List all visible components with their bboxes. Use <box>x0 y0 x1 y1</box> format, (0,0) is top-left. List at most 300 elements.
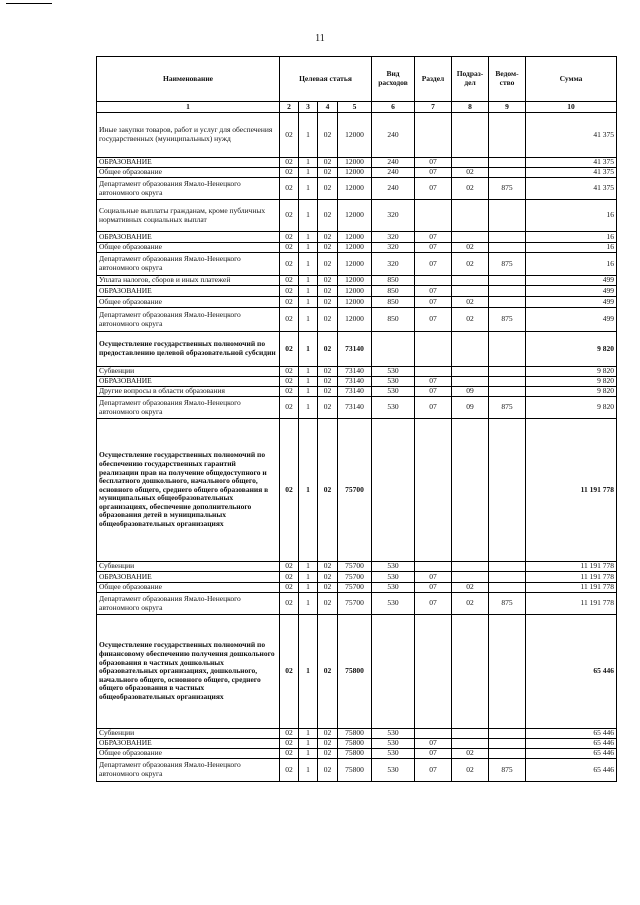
row-code-program: 02 <box>280 572 299 583</box>
header-sum: Сумма <box>526 57 617 102</box>
row-code-subprogram: 1 <box>299 729 318 739</box>
row-subsection: 02 <box>452 583 489 593</box>
row-code-main-activity: 02 <box>318 253 338 276</box>
row-department <box>489 276 526 286</box>
row-section: 07 <box>415 178 452 200</box>
col-number: 1 <box>97 102 280 113</box>
row-expense-type: 320 <box>372 232 415 243</box>
row-name: Департамент образования Ямало-Ненецкого автономного округа <box>97 397 280 419</box>
row-code-direction: 12000 <box>338 113 372 158</box>
row-subsection: 02 <box>452 759 489 782</box>
row-expense-type <box>372 332 415 367</box>
row-section: 07 <box>415 572 452 583</box>
table-row <box>97 200 617 232</box>
row-subsection: 09 <box>452 397 489 419</box>
row-code-program: 02 <box>280 253 299 276</box>
row-expense-type: 240 <box>372 158 415 168</box>
row-department <box>489 158 526 168</box>
row-code-subprogram: 1 <box>299 377 318 387</box>
row-code-subprogram: 1 <box>299 178 318 200</box>
row-code-program: 02 <box>280 387 299 397</box>
table-row <box>97 749 617 759</box>
row-name: ОБРАЗОВАНИЕ <box>97 572 280 583</box>
row-code-main-activity: 02 <box>318 397 338 419</box>
row-name: Осуществление государственных полномочий по обеспечению государственных гарантий реализации прав на получение общедоступного и бесплатного дошкольного, начального общего, основного общего, среднего общего образования в муниципальных общеобразовательных организациях, обеспечение дополнительного образования детей в муниципальных общеобразовательных организациях <box>97 419 280 562</box>
row-code-direction: 75700 <box>338 583 372 593</box>
row-section <box>415 729 452 739</box>
row-code-subprogram: 1 <box>299 593 318 615</box>
row-department: 875 <box>489 759 526 782</box>
table-row <box>97 232 617 243</box>
row-code-main-activity: 02 <box>318 232 338 243</box>
row-subsection <box>452 562 489 572</box>
row-expense-type: 240 <box>372 113 415 158</box>
header-row <box>97 57 617 102</box>
row-code-main-activity: 02 <box>318 572 338 583</box>
row-sum: 499 <box>526 308 617 332</box>
row-expense-type: 850 <box>372 308 415 332</box>
row-code-main-activity: 02 <box>318 308 338 332</box>
row-section <box>415 200 452 232</box>
table-row <box>97 387 617 397</box>
row-department <box>489 583 526 593</box>
row-sum: 65 446 <box>526 739 617 749</box>
row-code-main-activity: 02 <box>318 200 338 232</box>
row-expense-type <box>372 615 415 729</box>
row-sum: 65 446 <box>526 759 617 782</box>
col-number: 7 <box>415 102 452 113</box>
row-subsection <box>452 276 489 286</box>
row-subsection <box>452 286 489 297</box>
row-code-program: 02 <box>280 200 299 232</box>
row-sum: 9 820 <box>526 367 617 377</box>
row-code-subprogram: 1 <box>299 387 318 397</box>
row-code-subprogram: 1 <box>299 749 318 759</box>
row-department: 875 <box>489 178 526 200</box>
row-code-direction: 75700 <box>338 562 372 572</box>
row-code-main-activity: 02 <box>318 377 338 387</box>
row-code-program: 02 <box>280 276 299 286</box>
table-row <box>97 308 617 332</box>
col-number: 8 <box>452 102 489 113</box>
row-department <box>489 739 526 749</box>
row-section <box>415 615 452 729</box>
row-subsection <box>452 200 489 232</box>
row-sum: 9 820 <box>526 387 617 397</box>
header-subsection: Подраз-дел <box>452 57 489 102</box>
row-department <box>489 367 526 377</box>
table-row <box>97 168 617 178</box>
row-code-program: 02 <box>280 419 299 562</box>
row-department <box>489 729 526 739</box>
row-subsection <box>452 729 489 739</box>
table-row <box>97 572 617 583</box>
table-row <box>97 332 617 367</box>
row-section <box>415 332 452 367</box>
row-subsection <box>452 739 489 749</box>
row-code-main-activity: 02 <box>318 297 338 308</box>
row-code-subprogram: 1 <box>299 158 318 168</box>
row-expense-type: 530 <box>372 759 415 782</box>
table-row <box>97 243 617 253</box>
row-sum: 11 191 778 <box>526 419 617 562</box>
row-section: 07 <box>415 749 452 759</box>
row-code-main-activity: 02 <box>318 593 338 615</box>
row-name: Иные закупки товаров, работ и услуг для обеспечения государственных (муниципальных) нужд <box>97 113 280 158</box>
table-row <box>97 253 617 276</box>
row-code-subprogram: 1 <box>299 200 318 232</box>
row-sum: 65 446 <box>526 749 617 759</box>
row-code-direction: 75800 <box>338 739 372 749</box>
row-sum: 499 <box>526 276 617 286</box>
row-subsection <box>452 615 489 729</box>
row-name: ОБРАЗОВАНИЕ <box>97 232 280 243</box>
row-code-subprogram: 1 <box>299 308 318 332</box>
row-code-main-activity: 02 <box>318 387 338 397</box>
row-code-program: 02 <box>280 593 299 615</box>
row-expense-type: 530 <box>372 739 415 749</box>
row-code-direction: 73140 <box>338 332 372 367</box>
row-sum: 11 191 778 <box>526 572 617 583</box>
col-number: 4 <box>318 102 338 113</box>
row-code-main-activity: 02 <box>318 113 338 158</box>
row-sum: 499 <box>526 297 617 308</box>
row-section: 07 <box>415 583 452 593</box>
row-code-direction: 12000 <box>338 168 372 178</box>
table-row <box>97 583 617 593</box>
row-code-subprogram: 1 <box>299 583 318 593</box>
row-name: Департамент образования Ямало-Ненецкого автономного округа <box>97 759 280 782</box>
row-code-subprogram: 1 <box>299 286 318 297</box>
row-code-program: 02 <box>280 615 299 729</box>
row-name: Субвенции <box>97 367 280 377</box>
row-section: 07 <box>415 253 452 276</box>
row-sum: 11 191 778 <box>526 583 617 593</box>
row-section: 07 <box>415 168 452 178</box>
header-name: Наименование <box>97 57 280 102</box>
row-expense-type: 530 <box>372 397 415 419</box>
row-expense-type: 530 <box>372 749 415 759</box>
row-sum: 16 <box>526 243 617 253</box>
table-row <box>97 562 617 572</box>
row-subsection: 02 <box>452 297 489 308</box>
row-subsection <box>452 377 489 387</box>
row-code-direction: 75700 <box>338 593 372 615</box>
row-subsection <box>452 367 489 377</box>
row-sum: 16 <box>526 232 617 243</box>
row-code-main-activity: 02 <box>318 583 338 593</box>
col-number: 5 <box>338 102 372 113</box>
row-section: 07 <box>415 308 452 332</box>
row-expense-type: 530 <box>372 377 415 387</box>
row-subsection: 02 <box>452 168 489 178</box>
table-row <box>97 739 617 749</box>
row-sum: 16 <box>526 253 617 276</box>
row-section <box>415 113 452 158</box>
row-name: ОБРАЗОВАНИЕ <box>97 286 280 297</box>
row-code-subprogram: 1 <box>299 739 318 749</box>
row-code-direction: 75700 <box>338 419 372 562</box>
table-row <box>97 377 617 387</box>
row-expense-type: 530 <box>372 572 415 583</box>
row-code-program: 02 <box>280 583 299 593</box>
row-code-main-activity: 02 <box>318 562 338 572</box>
corner-rule <box>6 3 52 4</box>
row-expense-type: 320 <box>372 243 415 253</box>
row-department <box>489 572 526 583</box>
row-department <box>489 168 526 178</box>
row-department <box>489 377 526 387</box>
row-sum: 9 820 <box>526 332 617 367</box>
table-row <box>97 615 617 729</box>
table-row <box>97 158 617 168</box>
row-code-direction: 12000 <box>338 297 372 308</box>
row-sum: 9 820 <box>526 397 617 419</box>
row-code-direction: 75800 <box>338 759 372 782</box>
row-name: Общее образование <box>97 243 280 253</box>
row-code-direction: 12000 <box>338 232 372 243</box>
row-department <box>489 419 526 562</box>
row-name: Другие вопросы в области образования <box>97 387 280 397</box>
row-name: Департамент образования Ямало-Ненецкого автономного округа <box>97 253 280 276</box>
row-section: 07 <box>415 377 452 387</box>
row-expense-type: 850 <box>372 286 415 297</box>
row-sum: 41 375 <box>526 158 617 168</box>
row-subsection <box>452 158 489 168</box>
row-code-program: 02 <box>280 729 299 739</box>
column-number-row <box>97 102 617 113</box>
row-sum: 16 <box>526 200 617 232</box>
row-code-program: 02 <box>280 562 299 572</box>
row-department <box>489 243 526 253</box>
row-code-program: 02 <box>280 367 299 377</box>
row-section: 07 <box>415 297 452 308</box>
row-expense-type: 240 <box>372 168 415 178</box>
row-subsection: 02 <box>452 243 489 253</box>
row-section: 07 <box>415 158 452 168</box>
row-name: ОБРАЗОВАНИЕ <box>97 739 280 749</box>
row-code-main-activity: 02 <box>318 749 338 759</box>
row-subsection <box>452 419 489 562</box>
table-row <box>97 178 617 200</box>
row-code-subprogram: 1 <box>299 168 318 178</box>
row-code-main-activity: 02 <box>318 729 338 739</box>
page-number: 11 <box>315 33 325 44</box>
row-code-main-activity: 02 <box>318 419 338 562</box>
row-code-direction: 73140 <box>338 377 372 387</box>
row-code-main-activity: 02 <box>318 615 338 729</box>
row-section <box>415 419 452 562</box>
row-code-main-activity: 02 <box>318 243 338 253</box>
row-expense-type: 530 <box>372 387 415 397</box>
row-code-main-activity: 02 <box>318 739 338 749</box>
col-number: 6 <box>372 102 415 113</box>
row-code-direction: 12000 <box>338 178 372 200</box>
row-name: Общее образование <box>97 297 280 308</box>
row-expense-type: 240 <box>372 178 415 200</box>
row-code-subprogram: 1 <box>299 367 318 377</box>
row-subsection: 02 <box>452 253 489 276</box>
row-code-program: 02 <box>280 286 299 297</box>
col-number: 9 <box>489 102 526 113</box>
col-number: 2 <box>280 102 299 113</box>
row-code-direction: 75800 <box>338 615 372 729</box>
row-expense-type: 530 <box>372 593 415 615</box>
table-row <box>97 113 617 158</box>
col-number: 3 <box>299 102 318 113</box>
row-department <box>489 232 526 243</box>
row-code-program: 02 <box>280 178 299 200</box>
row-code-subprogram: 1 <box>299 253 318 276</box>
row-code-main-activity: 02 <box>318 276 338 286</box>
table-row <box>97 759 617 782</box>
row-code-program: 02 <box>280 113 299 158</box>
row-department <box>489 286 526 297</box>
row-section: 07 <box>415 593 452 615</box>
row-code-subprogram: 1 <box>299 419 318 562</box>
row-code-subprogram: 1 <box>299 276 318 286</box>
row-code-program: 02 <box>280 158 299 168</box>
row-code-subprogram: 1 <box>299 113 318 158</box>
row-sum: 11 191 778 <box>526 593 617 615</box>
header-section: Раздел <box>415 57 452 102</box>
row-code-program: 02 <box>280 232 299 243</box>
row-department: 875 <box>489 593 526 615</box>
table-row <box>97 419 617 562</box>
row-department <box>489 387 526 397</box>
row-code-main-activity: 02 <box>318 759 338 782</box>
row-expense-type: 850 <box>372 297 415 308</box>
row-name: Общее образование <box>97 168 280 178</box>
row-code-direction: 12000 <box>338 253 372 276</box>
row-code-main-activity: 02 <box>318 158 338 168</box>
row-code-subprogram: 1 <box>299 297 318 308</box>
row-section <box>415 562 452 572</box>
row-code-direction: 12000 <box>338 158 372 168</box>
row-name: Общее образование <box>97 749 280 759</box>
row-expense-type: 530 <box>372 367 415 377</box>
row-subsection: 02 <box>452 178 489 200</box>
table-row <box>97 397 617 419</box>
row-subsection <box>452 232 489 243</box>
row-code-program: 02 <box>280 759 299 782</box>
row-name: Социальные выплаты гражданам, кроме публичных нормативных социальных выплат <box>97 200 280 232</box>
row-code-direction: 12000 <box>338 243 372 253</box>
row-code-subprogram: 1 <box>299 759 318 782</box>
row-code-main-activity: 02 <box>318 168 338 178</box>
row-code-direction: 12000 <box>338 308 372 332</box>
row-department: 875 <box>489 253 526 276</box>
col-number: 10 <box>526 102 617 113</box>
row-code-program: 02 <box>280 168 299 178</box>
row-code-direction: 12000 <box>338 286 372 297</box>
row-subsection: 02 <box>452 749 489 759</box>
row-section: 07 <box>415 243 452 253</box>
row-name: ОБРАЗОВАНИЕ <box>97 158 280 168</box>
header-expense-type: Вид расходов <box>372 57 415 102</box>
row-department <box>489 749 526 759</box>
row-code-subprogram: 1 <box>299 332 318 367</box>
row-subsection <box>452 572 489 583</box>
row-code-main-activity: 02 <box>318 367 338 377</box>
table-row <box>97 367 617 377</box>
row-code-main-activity: 02 <box>318 178 338 200</box>
row-section: 07 <box>415 232 452 243</box>
table-row <box>97 276 617 286</box>
table-body <box>97 113 617 782</box>
row-department: 875 <box>489 308 526 332</box>
row-code-direction: 73140 <box>338 397 372 419</box>
row-expense-type: 530 <box>372 562 415 572</box>
row-code-main-activity: 02 <box>318 286 338 297</box>
row-section: 07 <box>415 397 452 419</box>
row-code-subprogram: 1 <box>299 572 318 583</box>
row-section: 07 <box>415 387 452 397</box>
row-code-direction: 73140 <box>338 367 372 377</box>
row-name: Субвенции <box>97 562 280 572</box>
row-subsection: 09 <box>452 387 489 397</box>
row-name: Осуществление государственных полномочий по финансовому обеспечению получения дошкольного образования в частных дошкольных образовательных организациях, дошкольного, начального общего, основного общего, среднего общего образования в частных общеобразовательных организациях <box>97 615 280 729</box>
row-code-program: 02 <box>280 377 299 387</box>
row-name: Департамент образования Ямало-Ненецкого автономного округа <box>97 593 280 615</box>
row-subsection: 02 <box>452 308 489 332</box>
row-sum: 65 446 <box>526 729 617 739</box>
row-code-subprogram: 1 <box>299 232 318 243</box>
row-code-main-activity: 02 <box>318 332 338 367</box>
row-sum: 499 <box>526 286 617 297</box>
row-expense-type <box>372 419 415 562</box>
row-code-program: 02 <box>280 397 299 419</box>
row-code-direction: 75800 <box>338 729 372 739</box>
row-code-subprogram: 1 <box>299 243 318 253</box>
row-name: Департамент образования Ямало-Ненецкого автономного округа <box>97 308 280 332</box>
row-department: 875 <box>489 397 526 419</box>
row-code-subprogram: 1 <box>299 562 318 572</box>
row-section: 07 <box>415 739 452 749</box>
row-name: Департамент образования Ямало-Ненецкого автономного округа <box>97 178 280 200</box>
row-expense-type: 320 <box>372 200 415 232</box>
row-sum: 41 375 <box>526 168 617 178</box>
row-code-program: 02 <box>280 749 299 759</box>
row-code-program: 02 <box>280 297 299 308</box>
row-section <box>415 367 452 377</box>
row-expense-type: 530 <box>372 729 415 739</box>
row-code-program: 02 <box>280 308 299 332</box>
row-department <box>489 297 526 308</box>
row-section: 07 <box>415 759 452 782</box>
row-subsection <box>452 113 489 158</box>
row-sum: 65 446 <box>526 615 617 729</box>
row-code-direction: 12000 <box>338 276 372 286</box>
row-subsection <box>452 332 489 367</box>
row-sum: 9 820 <box>526 377 617 387</box>
row-sum: 41 375 <box>526 178 617 200</box>
row-expense-type: 320 <box>372 253 415 276</box>
table-row <box>97 729 617 739</box>
row-name: ОБРАЗОВАНИЕ <box>97 377 280 387</box>
row-code-direction: 12000 <box>338 200 372 232</box>
row-code-direction: 73140 <box>338 387 372 397</box>
table-row <box>97 286 617 297</box>
row-expense-type: 530 <box>372 583 415 593</box>
row-name: Субвенции <box>97 729 280 739</box>
row-department <box>489 200 526 232</box>
row-code-program: 02 <box>280 243 299 253</box>
row-department <box>489 562 526 572</box>
row-subsection: 02 <box>452 593 489 615</box>
row-code-subprogram: 1 <box>299 397 318 419</box>
row-department <box>489 615 526 729</box>
